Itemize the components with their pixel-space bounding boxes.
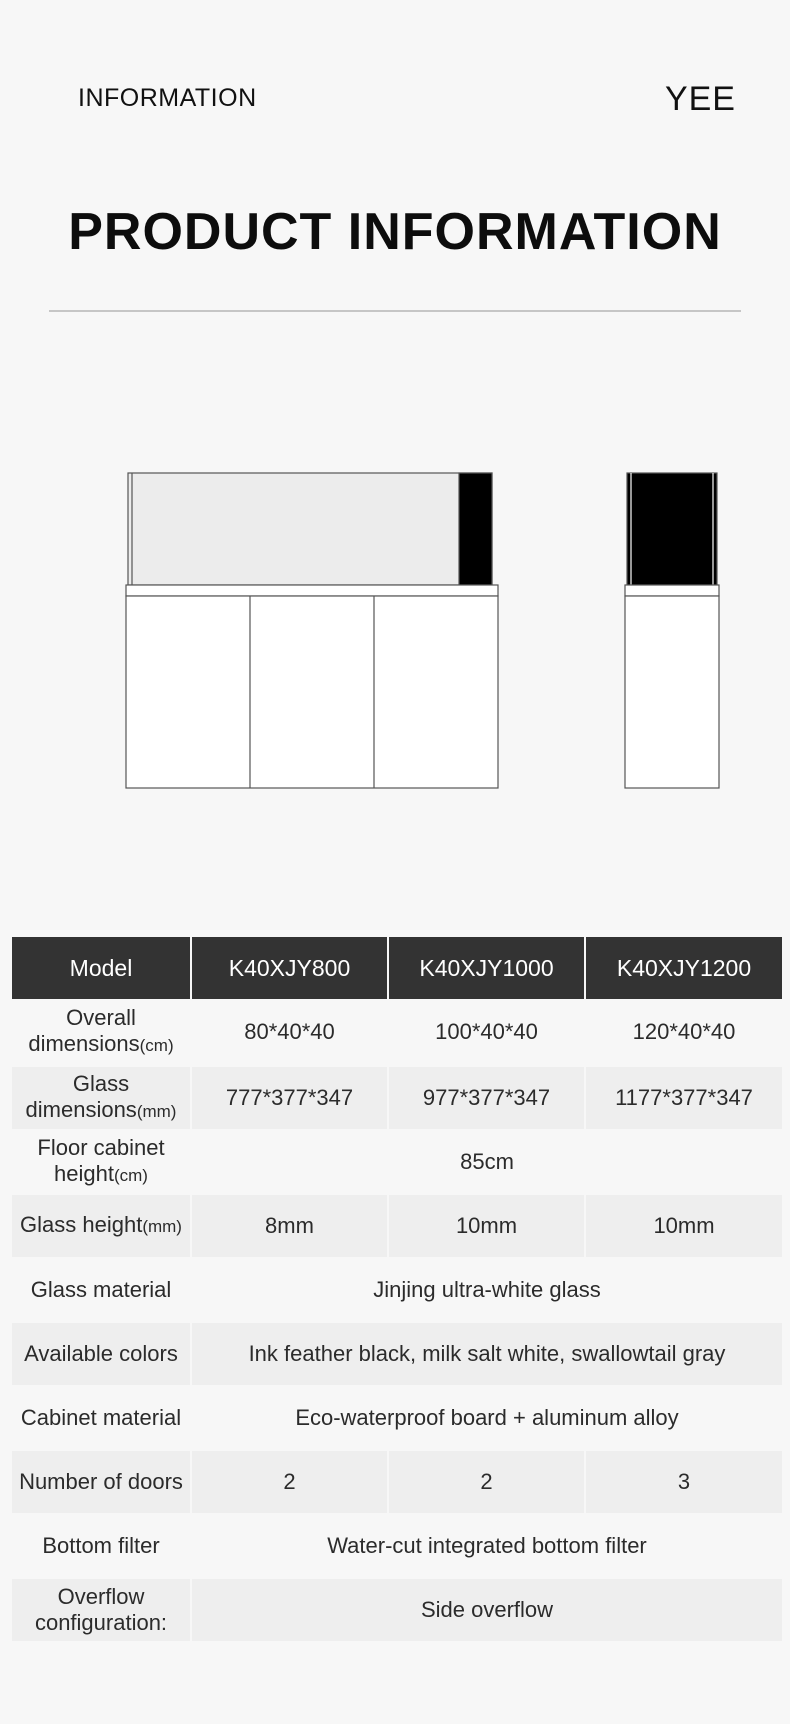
table-row <box>12 1323 782 1385</box>
cell: 977*377*347 <box>389 1067 584 1129</box>
cell-merged: Water-cut integrated bottom filter <box>192 1515 782 1577</box>
table-row <box>12 1195 782 1257</box>
row-label: Number of doors <box>12 1451 190 1513</box>
row-label: Cabinet material <box>12 1387 190 1449</box>
table-row <box>12 1131 782 1193</box>
side-cabinet-top <box>625 585 719 596</box>
front-cabinet-top <box>126 585 498 596</box>
cell-merged: 85cm <box>192 1131 782 1193</box>
row-label: Glass height(mm) <box>12 1195 190 1257</box>
spec-table <box>10 937 784 1641</box>
brand-logo: YEE <box>664 80 736 118</box>
front-overflow-box <box>459 473 492 585</box>
row-label: Glass material <box>12 1259 190 1321</box>
front-tank-glass <box>128 473 492 585</box>
header-cell: Model <box>12 937 190 999</box>
side-cabinet-body <box>625 596 719 788</box>
header-label: INFORMATION <box>78 84 257 112</box>
table-row <box>12 1451 782 1513</box>
table-row <box>12 999 782 1065</box>
cell-merged: Jinjing ultra-white glass <box>192 1259 782 1321</box>
cell: 100*40*40 <box>389 999 584 1065</box>
cell: 2 <box>192 1451 387 1513</box>
table-row <box>12 1067 782 1129</box>
cell: 2 <box>389 1451 584 1513</box>
row-label: Overflow configuration: <box>12 1579 190 1641</box>
cell: 1177*377*347 <box>586 1067 782 1129</box>
row-label: Bottom filter <box>12 1515 190 1577</box>
table-row <box>12 1579 782 1641</box>
cell-merged: Side overflow <box>192 1579 782 1641</box>
product-drawing <box>0 460 790 800</box>
cell: 777*377*347 <box>192 1067 387 1129</box>
cell-merged: Eco-waterproof board + aluminum alloy <box>192 1387 782 1449</box>
side-view <box>625 473 719 788</box>
table-row <box>12 1515 782 1577</box>
cell: 120*40*40 <box>586 999 782 1065</box>
header-cell: K40XJY1200 <box>586 937 782 999</box>
table-row <box>12 1387 782 1449</box>
table-row <box>12 1259 782 1321</box>
cell: 8mm <box>192 1195 387 1257</box>
header-cell: K40XJY1000 <box>389 937 584 999</box>
row-label: Floor cabinet height(cm) <box>12 1131 190 1193</box>
cell: 10mm <box>586 1195 782 1257</box>
cell: 10mm <box>389 1195 584 1257</box>
cell-merged: Ink feather black, milk salt white, swallowtail gray <box>192 1323 782 1385</box>
front-cabinet-body <box>126 596 498 788</box>
row-label: Available colors <box>12 1323 190 1385</box>
table-header-row <box>12 937 782 999</box>
cell: 3 <box>586 1451 782 1513</box>
front-view <box>126 473 498 788</box>
side-tank <box>627 473 717 585</box>
page-title: PRODUCT INFORMATION <box>68 203 722 261</box>
divider <box>49 310 741 312</box>
header-cell: K40XJY800 <box>192 937 387 999</box>
cell: 80*40*40 <box>192 999 387 1065</box>
row-label: Glass dimensions(mm) <box>12 1067 190 1129</box>
row-label: Overall dimensions(cm) <box>12 999 190 1065</box>
